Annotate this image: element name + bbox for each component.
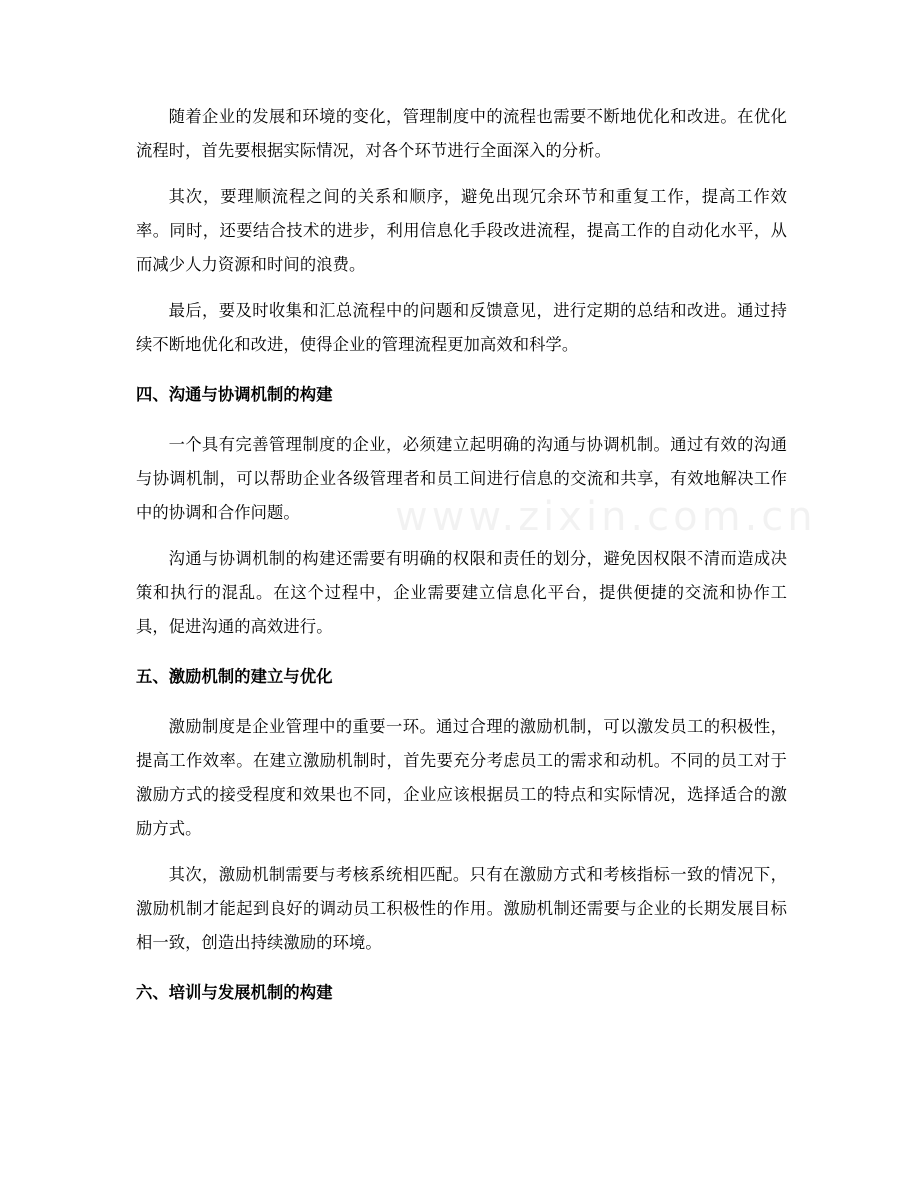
paragraph-incentive-2: 其次，激励机制需要与考核系统相匹配。只有在激励方式和考核指标一致的情况下，激励机制才能起到良好的调动员工积极性的作用。激励机制还需要与企业的长期发展目标相一致，创造出持续激励的环境。 [136, 865, 787, 952]
paragraph-communication-2: 沟通与协调机制的构建还需要有明确的权限和责任的划分，避免因权限不清而造成决策和执行的混乱。在这个过程中，企业需要建立信息化平台，提供便捷的交流和协作工具，促进沟通的高效进行。 [136, 549, 787, 636]
section-heading-incentive: 五、激励机制的建立与优化 [136, 667, 333, 686]
paragraph-process-optimization-3: 最后，要及时收集和汇总流程中的问题和反馈意见，进行定期的总结和改进。通过持续不断地优化和改进，使得企业的管理流程更加高效和科学。 [136, 301, 787, 354]
paragraph-incentive-1: 激励制度是企业管理中的重要一环。通过合理的激励机制，可以激发员工的积极性，提高工作效率。在建立激励机制时，首先要充分考虑员工的需求和动机。不同的员工对于激励方式的接受程度和效果也不同，企业应该根据员工的特点和实际情况，选择适合的激励方式。 [136, 717, 787, 838]
section-heading-training: 六、培训与发展机制的构建 [136, 983, 333, 1002]
document-page [136, 100, 787, 1010]
watermark: www.zixin.com.cn [395, 494, 817, 540]
section-heading-communication: 四、沟通与协调机制的构建 [136, 385, 333, 404]
paragraph-process-optimization-2: 其次，要理顺流程之间的关系和顺序，避免出现冗余环节和重复工作，提高工作效率。同时，还要结合技术的进步，利用信息化手段改进流程，提高工作的自动化水平，从而减少人力资源和时间的浪费。 [136, 187, 787, 274]
paragraph-process-optimization-1: 随着企业的发展和环境的变化，管理制度中的流程也需要不断地优化和改进。在优化流程时，首先要根据实际情况，对各个环节进行全面深入的分析。 [136, 107, 787, 160]
paragraph-communication-1: 一个具有完善管理制度的企业，必须建立起明确的沟通与协调机制。通过有效的沟通与协调机制，可以帮助企业各级管理者和员工间进行信息的交流和共享，有效地解决工作中的协调和合作问题。 [136, 435, 787, 522]
